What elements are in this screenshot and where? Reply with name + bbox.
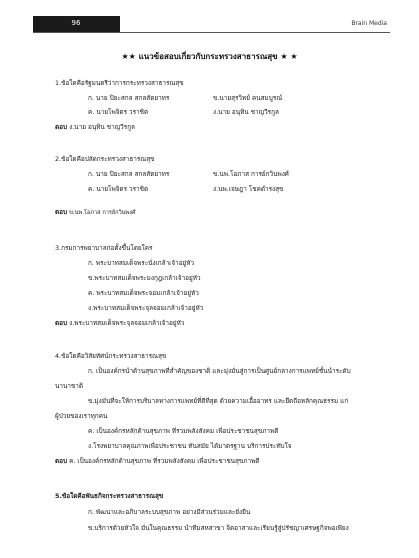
q3-answer-text: ง.พระบาทสมเด็จพระจุลจอมเกล้าเจ้าอยู่หัว <box>69 319 185 327</box>
q2-answer-text: ข.นพ.โอภาส การย์กวินพงศ์ <box>69 210 136 216</box>
q4-answer <box>55 457 259 466</box>
q4-question: 4.ข้อใดคือวิสัยทัศน์กระทรวงสาธารณสุข <box>55 352 167 360</box>
q4-answer-text: ค. เป็นองค์กรหลักด้านสุขภาพ ที่รวมพลังสังคม เพื่อประชาชนสุขภาพดี <box>69 457 260 465</box>
header-divider <box>33 32 390 33</box>
page-title: ★★ แนวข้อสอบเกี่ยวกับกระทรวงสาธารณสุข ★ ★ <box>121 52 298 61</box>
q4-choice-d: ง.โรงพยาบาลคุณภาพเพื่อประชาชน ทันสมัย ได้มาตรฐาน บริการประทับใจ <box>88 442 292 450</box>
q3-choice-a: ก. พระบาทสมเด็จพระนั่งเกล้าเจ้าอยู่หัว <box>88 259 195 267</box>
q1-question: 1.ข้อใดคือรัฐมนตรีว่าการกระทรวงสาธารณสุข <box>55 79 184 87</box>
q4-answer-key: ตอบ <box>55 457 68 465</box>
q4-choice-b-line2: ผู้ป่วยของเราทุกคน <box>55 412 108 420</box>
q5-choice-a: ก. พัฒนาและอภิบาลระบบสุขภาพ อย่างมีส่วนร่วมและยั่งยืน <box>88 508 251 516</box>
q5-question: 5.ข้อใดคือพันธกิจกระทรวงสาธารณสุข <box>55 492 164 500</box>
q2-answer-key: ตอบ <box>55 208 68 216</box>
q2-choice-a: ก. นาย ปิยะสกล สกลสัตยาทร <box>88 170 170 178</box>
q1-choice-c: ค. นายโพจิตร วราชิต <box>88 108 149 116</box>
q1-choice-d: ง.นาย อนุทิน ชาญวีรกูล <box>213 108 279 116</box>
q1-answer-text: ง.นาย อนุทิน ชาญวีรกูล <box>69 123 135 131</box>
q4-choice-a-line2: นานาชาติ <box>55 382 83 390</box>
q3-question: 3.กรมการพยาบาลก่อตั้งขึ้นโดยใคร <box>55 244 153 252</box>
q3-choice-b: ข.พระบาทสมเด็จพระมงกุฎเกล้าเจ้าอยู่หัว <box>88 274 201 282</box>
q2-answer <box>55 208 136 218</box>
q4-choice-a-line1: ก. เป็นองค์กรนำด้านสุขภาพที่สำคัญของชาติ และมุ่งมั่นสู่การเป็นศูนย์กลางการแพทย์ชั้นนำระดับ <box>88 367 351 375</box>
brand-name: Brain Media <box>351 20 387 27</box>
q3-answer <box>55 319 184 328</box>
q5-choice-b: ข.บริการด้วยหัวใจ มั่นในคุณธรรม นำทีมสหสาขา จิตอาสาและเรียนรู้สู่ปรัชญาเศรษฐกิจพอเพียง <box>88 524 349 532</box>
q2-choice-c: ค. นายโพจิตร วราชิต <box>88 185 149 193</box>
q4-choice-b-line1: ข.มุ่งมั่นที่จะให้การบริบาลทางการแพทย์ที่ดีที่สุด ด้วยความเอื้ออาทร และยึดถือหลักคุณธรรม แก่ <box>88 397 349 405</box>
q1-choice-b: ข.นายสุรวิทย์ คนสมบูรณ์ <box>213 94 283 102</box>
q3-choice-d: ง.พระบาทสมเด็จพระจุลจอมเกล้าเจ้าอยู่หัว <box>88 304 204 312</box>
q3-answer-key: ตอบ <box>55 319 68 327</box>
q4-choice-c: ค. เป็นองค์กรหลักด้านสุขภาพ ที่รวมพลังสังคม เพื่อประชาชนสุขภาพดี <box>88 427 279 435</box>
q2-choice-b: ข.นพ.โอภาส การย์กวินพงศ์ <box>213 170 289 178</box>
q1-choice-a: ก. นาย ปิยะสกล สกลสัตยาทร <box>88 94 170 102</box>
q1-answer-key: ตอบ <box>55 123 68 131</box>
page-number: 96 <box>71 19 81 27</box>
q2-question: 2.ข้อใดคือปลัดกระทรวงสาธารณสุข <box>55 155 155 163</box>
q1-answer <box>55 123 135 132</box>
q3-choice-c: ค. พระบาทสมเด็จพระจอมเกล้าเจ้าอยู่หัว <box>88 289 199 297</box>
q2-choice-d: ง.นพ.เจษฎา โชคดำรงสุข <box>213 185 284 193</box>
